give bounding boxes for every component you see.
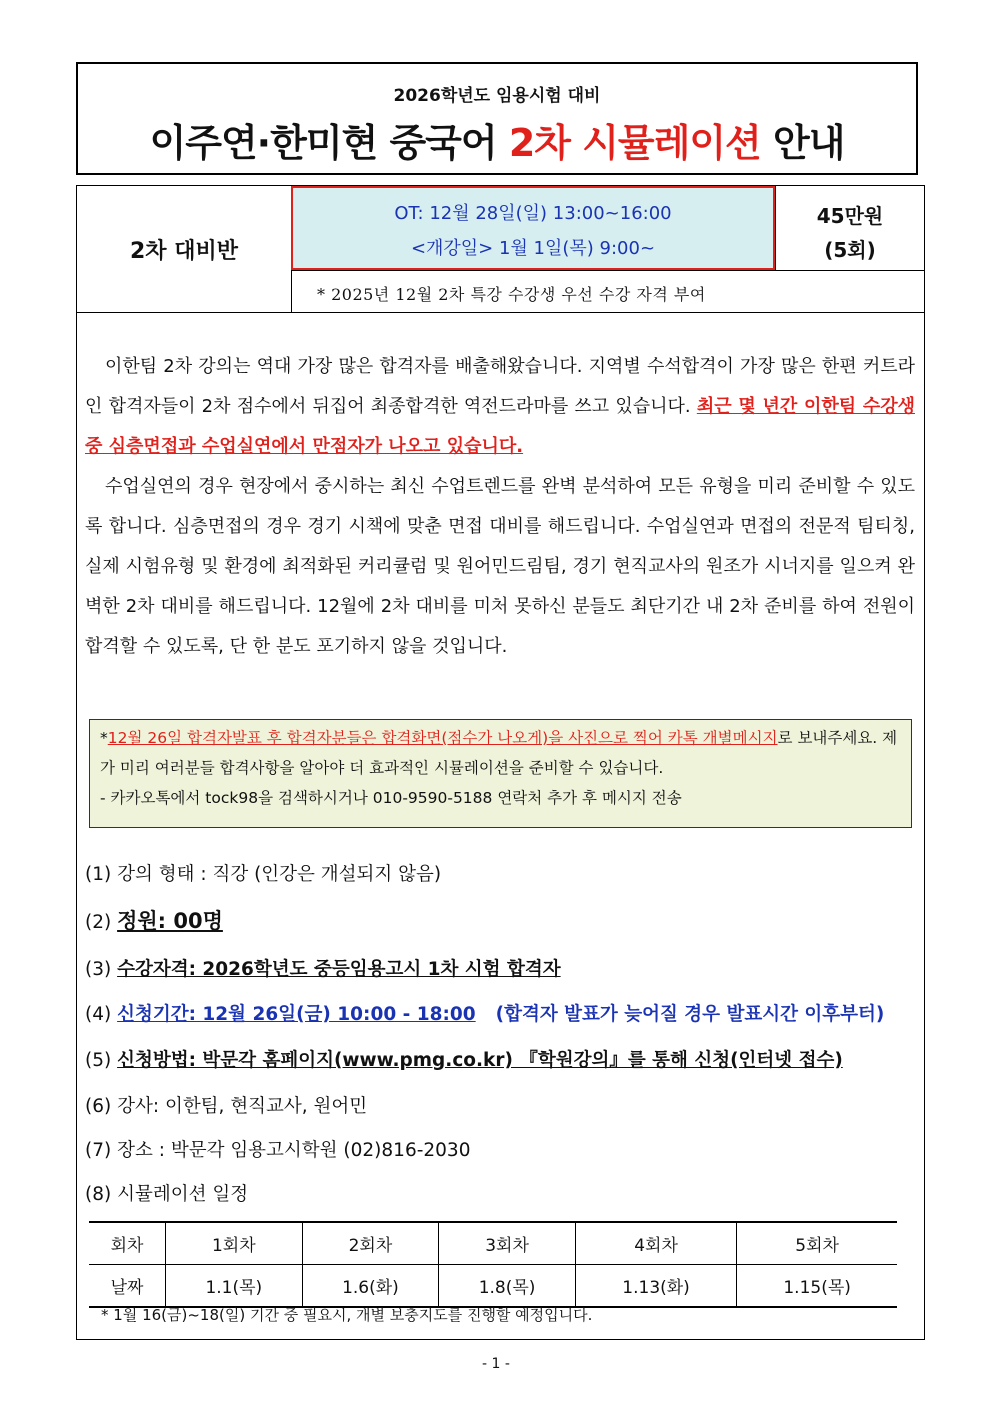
session-count: (5회) <box>824 238 876 262</box>
notice-text <box>100 723 901 783</box>
table-row <box>89 1265 897 1308</box>
item-number: (3) <box>85 959 118 980</box>
notice-highlight: 12월 26일 합격자발표 후 합격자분들은 합격화면(점수가 나오게)을 사진으로 찍어 카톡 개별메시지 <box>107 729 778 747</box>
session-cell: 3회차 <box>439 1222 576 1265</box>
price-amount: 45만원 <box>816 204 884 228</box>
item-eligibility <box>85 955 561 981</box>
item-number: (5) <box>85 1050 118 1071</box>
notice-tail: 로 보내주세요. 제가 미리 여러분들 합격사항을 알아야 더 효과적인 시뮬레이션을 준비할 수 있습니다. <box>100 729 898 777</box>
date-label-cell: 날짜 <box>89 1265 166 1308</box>
item-schedule-heading: (8) 시뮬레이션 일정 <box>85 1184 249 1205</box>
course-name: 2차 대비반 <box>130 238 238 264</box>
title-box <box>76 62 918 175</box>
ot-date: OT: 12월 28일(일) 13:00~16:00 <box>394 203 672 224</box>
session-cell: 4회차 <box>575 1222 736 1265</box>
intro-paragraph-1 <box>85 347 915 467</box>
intro-paragraph-2: 수업실연의 경우 현장에서 중시하는 최신 수업트렌드를 완벽 분석하여 모든 유형을 미리 준비할 수 있도록 합니다. 심층면접의 경우 경기 시책에 맞춘 면접 대비를 해드립니다. 수업실연과 면접의 전문적 팀티칭, 실제 시험유형 및 환경에 최적화된 커리큘럼 및 원어민드림팀, 경기 현직교사의 원조가 시너지를 일으켜 완벽한 2차 대비를 해드립니다. 12월에 2차 대비를 미처 못하신 분들도 최단기간 내 2차 준비를 하여 전원이 합격할 수 있도록, 단 한 분도 포기하지 않을 것입니다. <box>85 476 915 657</box>
schedule-table <box>89 1221 897 1308</box>
date-cell: 1.6(화) <box>302 1265 439 1308</box>
notice-star: * <box>100 729 108 747</box>
item-instructors: (6) 강사: 이한팀, 현직교사, 원어민 <box>85 1096 368 1117</box>
date-cell: 1.15(목) <box>737 1265 897 1308</box>
item-application-method <box>85 1046 843 1072</box>
item-number: (2) <box>85 912 118 933</box>
date-cell: 1.8(목) <box>439 1265 576 1308</box>
item-lecture-type: (1) 강의 형태 : 직강 (인강은 개설되지 않음) <box>85 864 442 885</box>
date-cell: 1.1(목) <box>166 1265 303 1308</box>
content-frame <box>76 185 925 1340</box>
item-location: (7) 장소 : 박문각 임용고시학원 (02)816-2030 <box>85 1140 471 1161</box>
divider <box>291 270 925 271</box>
schedule-note: * 1월 16(금)~18(일) 기간 중 필요시, 개별 보충지도를 진행할 예정입니다. <box>101 1306 593 1324</box>
item-number: (4) <box>85 1004 118 1025</box>
item-application-period <box>85 1000 884 1026</box>
document-title <box>78 112 916 167</box>
application-period-text: 신청기간: 12월 26일(금) 10:00 - 18:00 <box>117 1004 476 1025</box>
course-schedule-box <box>291 186 775 270</box>
course-price <box>775 186 925 270</box>
title-highlight: 2차 시뮬레이션 <box>508 121 761 165</box>
table-row <box>89 1222 897 1265</box>
notice-contact: - 카카오톡에서 tock98을 검색하시거나 010-9590-5188 연락처 추가 후 메시지 전송 <box>100 789 682 807</box>
notice-box <box>89 719 912 828</box>
page-number: - 1 - <box>482 1356 510 1372</box>
eligibility-text: 수강자격: 2026학년도 중등임용고시 1차 시험 합격자 <box>117 959 561 980</box>
title-part2: 안내 <box>760 121 845 165</box>
session-cell: 5회차 <box>737 1222 897 1265</box>
title-part1: 이주연·한미현 중국어 <box>149 121 509 165</box>
session-label-cell: 회차 <box>89 1222 166 1265</box>
session-cell: 2회차 <box>302 1222 439 1265</box>
application-period-note: (합격자 발표가 늦어질 경우 발표시간 이후부터) <box>495 1004 885 1025</box>
intro-highlight: 최근 몇 년간 이한팀 수강생 중 심층면접과 수업실연에서 만점자가 나오고 있습니다. <box>85 396 915 457</box>
capacity-text: 정원: 00명 <box>117 909 223 933</box>
item-capacity <box>85 905 223 935</box>
session-cell: 1회차 <box>166 1222 303 1265</box>
intro-text: 이한팀 2차 강의는 역대 가장 많은 합격자를 배출해왔습니다. 지역별 수석합격이 가장 많은 한편 커트라인 합격자들이 2차 점수에서 뒤집어 최종합격한 역전드라마를 쓰고 있습니다. <box>85 356 915 417</box>
application-method-text: 신청방법: 박문각 홈페이지(www.pmg.co.kr) 『학원강의』를 통해 신청(인터넷 접수) <box>117 1050 843 1071</box>
priority-note: * 2025년 12월 2차 특강 수강생 우선 수강 자격 부여 <box>317 285 706 304</box>
divider <box>77 312 925 313</box>
document-subtitle: 2026학년도 임용시험 대비 <box>393 86 601 106</box>
start-date: <개강일> 1월 1일(목) 9:00~ <box>410 238 656 259</box>
date-cell: 1.13(화) <box>575 1265 736 1308</box>
